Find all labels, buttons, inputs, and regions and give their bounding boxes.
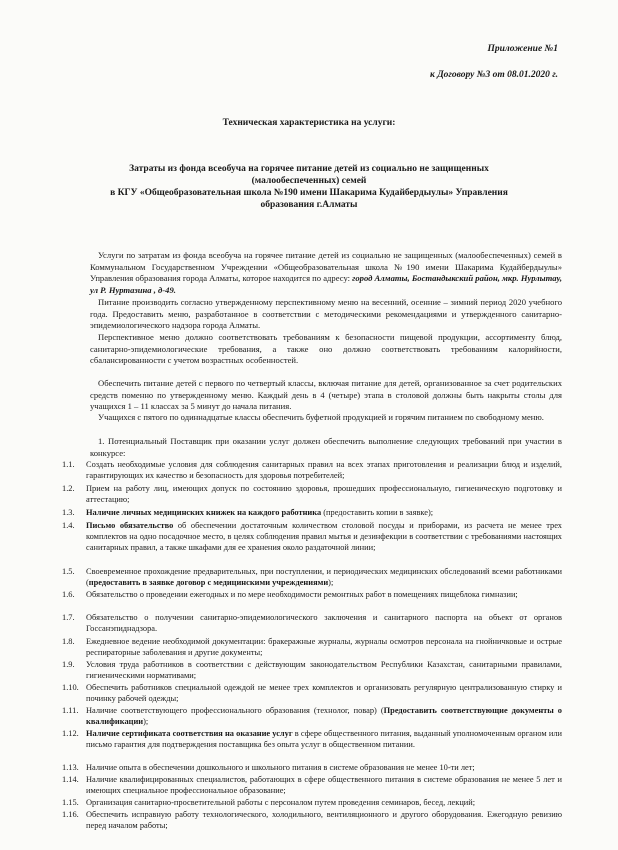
item-number: 1.2. (62, 484, 75, 493)
item-bold-text: Наличие личных медицинских книжек на каждого работника (86, 508, 322, 517)
item-tail-text: ); (328, 578, 334, 588)
item-text: Создать необходимые условия для соблюдения санитарных правил на всех этапах приготовления и реализации блюд и изделий, гарантирующих их качество и безопасность для здоровья потребителей; (86, 460, 562, 481)
item-number: 1.13. (62, 763, 79, 772)
item-text: Прием на работу лиц, имеющих допуск по состоянию здоровья, прошедших профессиональную, гигиеническую подготовку и аттестацию; (86, 484, 562, 505)
school-address: город Алматы, Бостандыкский район, мкр. Нурлытау, ул Р. Нуртазина , д-49. (90, 273, 562, 295)
paragraph-services (90, 250, 562, 296)
subtitle-line-2: (малообеспеченных) семей (251, 176, 367, 186)
item-rest-text: в сфере общественного питания, выданный уполномоченным органом или письмо гарантия для подтверждения поставщика без опыта услуг в общественном питании. (86, 729, 563, 750)
subtitle-line-3: в КГУ «Общеобразовательная школа №190 имени Шакарима Кудайбердыулы» Управления (110, 188, 508, 198)
item-bold-text: Предоставить соответствующие документы о квалификации (86, 706, 562, 727)
item-text: Организация санитарно-просветительной работы с персоналом путем проведения семинаров, бесед, лекций; (86, 798, 476, 807)
item-text (86, 507, 562, 518)
item-rest-text: Своевременное прохождение предварительных, при поступлении, и периодических медицинских обследований всеми работниками ( (86, 567, 562, 588)
item-number: 1.14. (62, 775, 79, 784)
item-number: 1.9. (62, 660, 75, 669)
item-number: 1.12. (62, 729, 79, 738)
paragraph-buffet: Учащихся с пятого по одиннадцатые классы обеспечить буфетной продукцией и горячим питанием по свободному меню. (98, 412, 544, 422)
item-rest-text: Наличие соответствующего профессионального образования (технолог, повар) ( (86, 706, 384, 715)
paragraph-requirements: 1. Потенциальный Поставщик при оказании услуг должен обеспечить выполнение следующих требований при участии в конкурсе: (90, 436, 562, 458)
item-text (86, 566, 562, 588)
item-number: 1.1. (62, 460, 75, 469)
item-bold-text: Письмо обязательство (86, 521, 174, 530)
item-text: Наличие опыта в обеспечении дошкольного и школьного питания в системе образования не менее 10-ти лет; (86, 763, 475, 772)
item-number: 1.5. (62, 567, 75, 576)
item-bold-text: Наличие сертификата соответствия на оказание услуг (86, 729, 293, 738)
item-number: 1.15. (62, 798, 79, 807)
paragraph-menu: Питание производить согласно утвержденному перспективному меню на весенний, осенние – зимний период 2020 учебного года. Предоставить меню, разработанное в соответствии с методическими рекомендациями и утвержденного санитарно-эпидемиологического надзора города Алматы. (90, 297, 562, 331)
appendix-label: Приложение №1 (487, 44, 558, 54)
item-text: Наличие квалифицированных специалистов, работающих в сфере общественного питания в системе образования не менее 5 лет и имеющих специальное профессиональное образование; (86, 775, 562, 796)
item-text: Обеспечить работников специальной одеждой не менее трех комплектов и организовать регулярную централизованную стирку и починку рабочей одежды; (86, 683, 562, 704)
item-number: 1.3. (62, 508, 75, 517)
item-number: 1.8. (62, 637, 75, 646)
item-number: 1.4. (62, 521, 75, 530)
paragraph-perspective-menu: Перспективное меню должно соответствовать требованиям к безопасности пищевой продукции, ассортименту блюд, санитарно-эпидемиологические требования, а также оно должно соответствовать требованиям калорийности, сбалансированности с учетом возрастных особенностей. (90, 332, 562, 366)
document-title: Техническая характеристика на услуги: (222, 118, 396, 128)
item-text (86, 728, 562, 750)
item-rest-text: (предоставить копии в заявке); (321, 508, 434, 517)
item-text (86, 520, 562, 554)
item-number: 1.10. (62, 683, 79, 692)
item-text: Обязательство о получении санитарно-эпидемиологического заключения и санитарного паспорта на объект от органов Госсанэпиднадзора. (86, 613, 562, 634)
item-number: 1.6. (62, 590, 75, 599)
paragraph-feeding: Обеспечить питание детей с первого по четвертый классы, включая питание для детей, организованное за счет родительских средств поменно по утвержденному меню. Каждый день в 4 (четыре) этапа в столовой должны быть накрыты столы для учащихся 1 – 11 классах за 5 минут до начала питания. (90, 378, 562, 412)
item-tail-text: ); (143, 717, 149, 727)
paragraph-services-text: Услуги по затратам из фонда всеобуча на горячее питание детей из социально не защищенных (малообеспеченных) семей в Коммунальном Государственном Учреждении «Общеобразовательная школа №190 имени Шакарима Кудайбердыулы» Управления образования города Алматы, которое находится по адресу: (90, 250, 562, 284)
item-number: 1.11. (62, 706, 79, 715)
item-number: 1.7. (62, 613, 75, 622)
item-text: Ежедневное ведение необходимой документации: бракеражные журналы, журналы осмотров персонала на гнойничковые и острые респираторные заболевания и другие документы; (86, 637, 562, 658)
item-bold-text: предоставить в заявке договор с медицинскими учреждениями (88, 578, 329, 588)
item-number: 1.16. (62, 810, 79, 819)
subtitle-line-4: образования г.Алматы (260, 200, 358, 210)
item-text (86, 705, 562, 727)
subtitle-line-1: Затраты из фонда всеобуча на горячее питание детей из социально не защищенных (129, 164, 489, 174)
item-text: Обязательство о проведении ежегодных и по мере необходимости ремонтных работ в помещениях пищеблока гимназии; (86, 590, 518, 599)
contract-reference: к Договору №3 от 08.01.2020 г. (430, 70, 558, 80)
item-rest-text: об обеспечении достаточным количеством столовой посуды и приборами, из расчета не менее трех комплектов на одно посадочное место, в целях соблюдения правил мытья и дезинфекции в соответствии с требованиями настоящих санитарных правил, а также шкафами для ее хранения около раздаточной линии; (86, 521, 562, 553)
item-text: Условия труда работников в соответствии с действующим законодательством Республики Казахстан, санитарными правилами, гигиеническими нормативами; (86, 660, 562, 681)
item-text: Обеспечить исправную работу технологического, холодильного, вентиляционного и другого оборудования. Ежегодную ревизию перед началом работы; (86, 810, 562, 831)
